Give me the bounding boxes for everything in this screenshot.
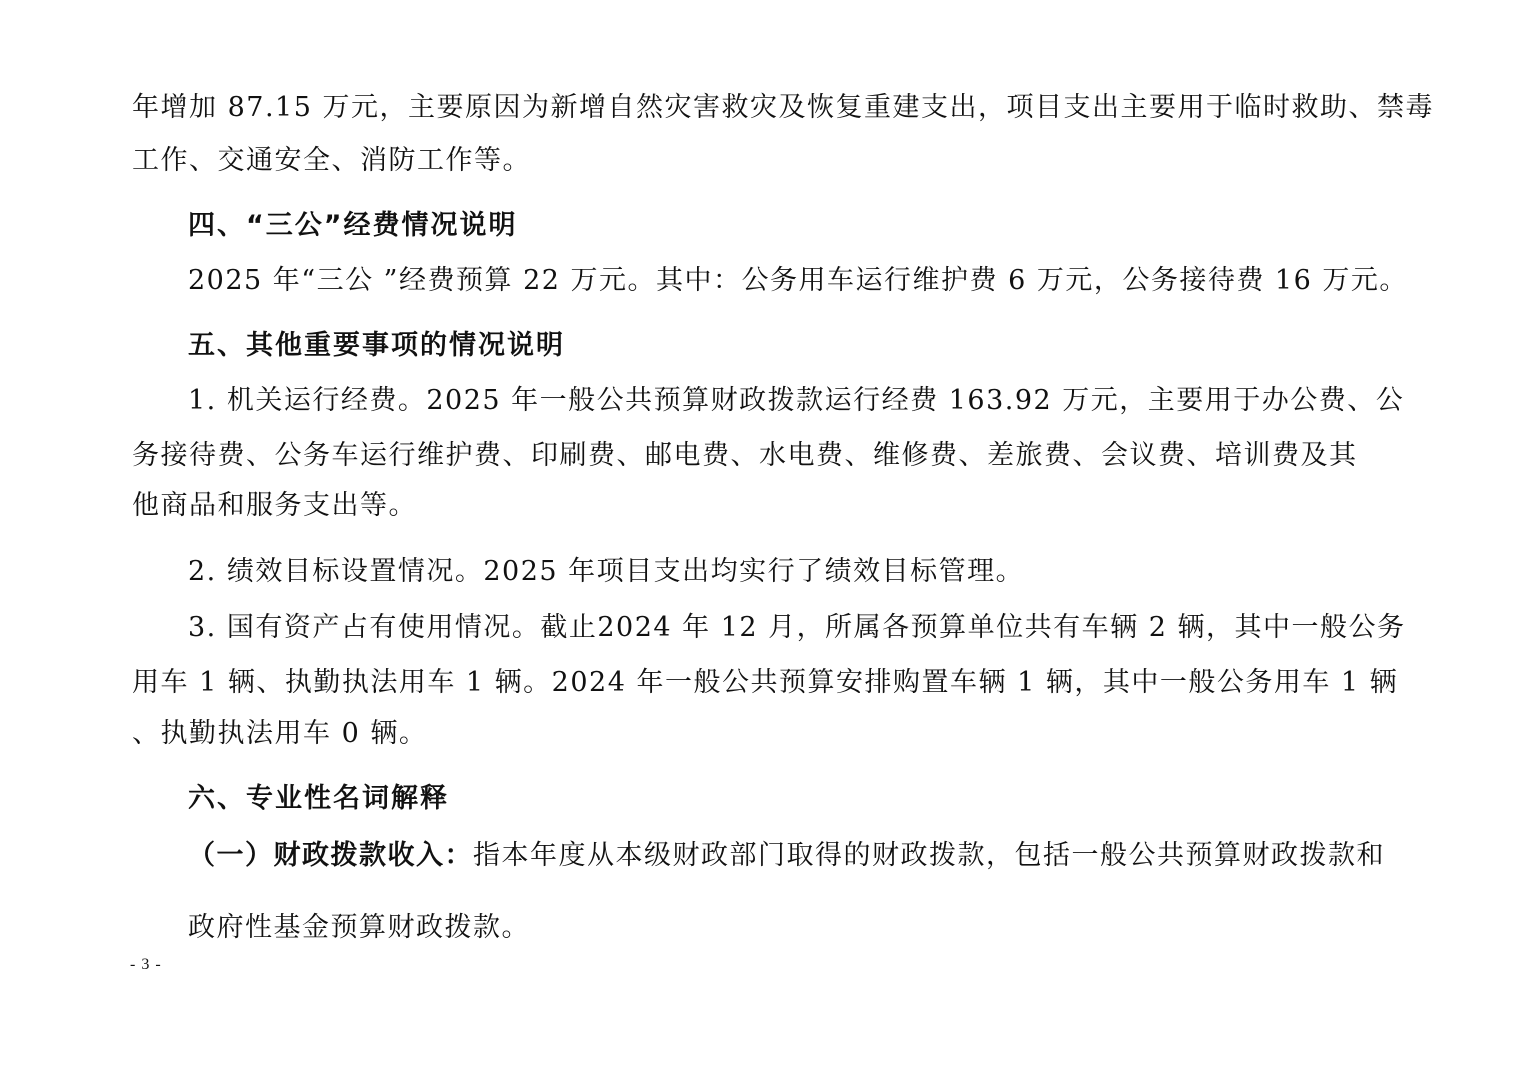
paragraph-line: 2. 绩效目标设置情况。2025 年项目支出均实行了绩效目标管理。 [188, 556, 1025, 587]
paragraph-line: 用车 1 辆、执勤执法用车 1 辆。2024 年一般公共预算安排购置车辆 1 辆，其中一般公务用车 1 辆 [132, 667, 1399, 698]
paragraph-line: 务接待费、公务车运行维护费、印刷费、邮电费、水电费、维修费、差旅费、会议费、培训费及其 [132, 440, 1358, 471]
section-heading-five: 五、其他重要事项的情况说明 [188, 330, 565, 361]
term-text: 指本年度从本级财政部门取得的财政拨款，包括一般公共预算财政拨款和 [473, 840, 1385, 871]
paragraph-line: 他商品和服务支出等。 [132, 490, 417, 521]
paragraph-line: 政府性基金预算财政拨款。 [188, 912, 530, 943]
paragraph-line: 年增加 87.15 万元，主要原因为新增自然灾害救灾及恢复重建支出，项目支出主要用于临时救助、禁毒 [132, 92, 1434, 123]
paragraph-line: 3. 国有资产占有使用情况。截止2024 年 12 月，所属各预算单位共有车辆 2 辆，其中一般公务 [188, 612, 1406, 643]
paragraph-line: 工作、交通安全、消防工作等。 [132, 145, 531, 176]
paragraph-line: 2025 年“三公 ”经费预算 22 万元。其中：公务用车运行维护费 6 万元，公务接待费 16 万元。 [188, 265, 1408, 296]
page-number: - 3 - [130, 956, 162, 973]
term-definition-line [188, 840, 1385, 872]
paragraph-line: 、执勤执法用车 0 辆。 [132, 718, 428, 749]
paragraph-line: 1. 机关运行经费。2025 年一般公共预算财政拨款运行经费 163.92 万元，主要用于办公费、公 [188, 385, 1405, 416]
section-heading-four: 四、“三公”经费情况说明 [188, 210, 518, 241]
section-heading-six: 六、专业性名词解释 [188, 783, 449, 814]
term-label: （一）财政拨款收入： [188, 840, 473, 871]
